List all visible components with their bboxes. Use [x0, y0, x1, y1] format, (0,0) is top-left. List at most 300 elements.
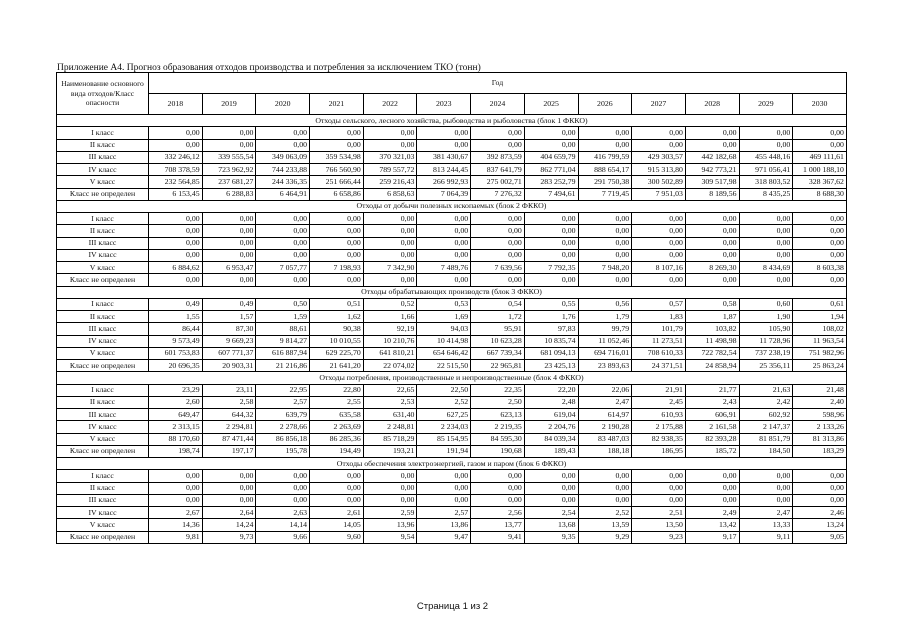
value-cell: 1,59: [256, 311, 310, 323]
value-cell: 0,00: [202, 482, 256, 494]
hazard-class-label: II класс: [57, 311, 149, 323]
value-cell: 635,58: [310, 409, 364, 421]
value-cell: 0,00: [685, 237, 739, 249]
section-header-row: [57, 372, 847, 384]
value-cell: 9,73: [202, 531, 256, 543]
value-cell: 10 414,98: [417, 335, 471, 347]
value-cell: 9,60: [310, 531, 364, 543]
value-cell: 9,54: [363, 531, 417, 543]
value-cell: 0,00: [685, 213, 739, 225]
table-row: [57, 335, 847, 347]
value-cell: 619,04: [524, 409, 578, 421]
value-cell: 2,60: [149, 396, 203, 408]
value-cell: 2,46: [793, 507, 847, 519]
value-cell: 708 610,33: [632, 347, 686, 359]
value-cell: 7 057,77: [256, 262, 310, 274]
value-cell: 283 252,79: [524, 176, 578, 188]
value-cell: 0,00: [793, 482, 847, 494]
hazard-class-label: V класс: [57, 519, 149, 531]
value-cell: 2 133,26: [793, 421, 847, 433]
value-cell: 2,54: [524, 507, 578, 519]
hazard-class-label: IV класс: [57, 164, 149, 176]
value-cell: 1,55: [149, 311, 203, 323]
value-cell: 0,00: [363, 494, 417, 506]
value-cell: 0,00: [202, 213, 256, 225]
value-cell: 22,80: [310, 384, 364, 396]
value-cell: 2,45: [632, 396, 686, 408]
value-cell: 2,42: [739, 396, 793, 408]
table-row: [57, 127, 847, 139]
table-row: [57, 433, 847, 445]
value-cell: 0,00: [793, 494, 847, 506]
value-cell: 708 378,59: [149, 164, 203, 176]
value-cell: 2,52: [417, 396, 471, 408]
hazard-class-label: I класс: [57, 470, 149, 482]
value-cell: 1,69: [417, 311, 471, 323]
value-cell: 0,00: [685, 139, 739, 151]
value-cell: 11 052,46: [578, 335, 632, 347]
value-cell: 404 659,79: [524, 151, 578, 163]
table-body: [57, 115, 847, 544]
value-cell: 0,00: [417, 225, 471, 237]
document-title: Приложение А4. Прогноз образования отходов производства и потребления за исключением ТКО (тонн): [57, 63, 481, 73]
value-cell: 84 039,34: [524, 433, 578, 445]
value-cell: 8 434,69: [739, 262, 793, 274]
value-cell: 21 216,86: [256, 360, 310, 372]
value-cell: 0,00: [524, 237, 578, 249]
year-header: 2029: [739, 94, 793, 115]
value-cell: 9 814,27: [256, 335, 310, 347]
value-cell: 649,47: [149, 409, 203, 421]
value-cell: 7 276,32: [471, 188, 525, 200]
value-cell: 0,00: [632, 237, 686, 249]
value-cell: 0,00: [739, 482, 793, 494]
value-cell: 0,00: [310, 127, 364, 139]
value-cell: 0,00: [578, 494, 632, 506]
hazard-class-label: Класс не определен: [57, 360, 149, 372]
hazard-class-label: I класс: [57, 127, 149, 139]
value-cell: 0,00: [578, 237, 632, 249]
value-cell: 2,53: [363, 396, 417, 408]
value-cell: 737 238,19: [739, 347, 793, 359]
value-cell: 10 835,74: [524, 335, 578, 347]
value-cell: 606,91: [685, 409, 739, 421]
value-cell: 103,82: [685, 323, 739, 335]
value-cell: 20 903,31: [202, 360, 256, 372]
value-cell: 0,00: [417, 237, 471, 249]
value-cell: 9,66: [256, 531, 310, 543]
value-cell: 24 371,51: [632, 360, 686, 372]
value-cell: 21 641,20: [310, 360, 364, 372]
value-cell: 0,00: [685, 249, 739, 261]
value-cell: 86 856,18: [256, 433, 310, 445]
value-cell: 275 002,71: [471, 176, 525, 188]
value-cell: 2,56: [471, 507, 525, 519]
section-header-row: [57, 458, 847, 470]
value-cell: 0,00: [417, 470, 471, 482]
value-cell: 0,00: [256, 482, 310, 494]
value-cell: 0,00: [149, 139, 203, 151]
value-cell: 0,00: [471, 127, 525, 139]
value-cell: 442 182,68: [685, 151, 739, 163]
value-cell: 0,00: [256, 470, 310, 482]
value-cell: 6 884,62: [149, 262, 203, 274]
value-cell: 2,47: [578, 396, 632, 408]
value-cell: 13,33: [739, 519, 793, 531]
table-row: [57, 151, 847, 163]
value-cell: 8 107,16: [632, 262, 686, 274]
hazard-class-label: V класс: [57, 433, 149, 445]
value-cell: 429 303,57: [632, 151, 686, 163]
value-cell: 7 719,45: [578, 188, 632, 200]
hazard-class-label: Класс не определен: [57, 531, 149, 543]
value-cell: 23,11: [202, 384, 256, 396]
hazard-class-label: IV класс: [57, 421, 149, 433]
value-cell: 349 063,09: [256, 151, 310, 163]
value-cell: 0,00: [202, 237, 256, 249]
value-cell: 0,00: [632, 482, 686, 494]
section-title: Отходы сельского, лесного хозяйства, рыбоводства и рыболовства (блок 1 ФККО): [57, 115, 847, 127]
value-cell: 0,00: [256, 139, 310, 151]
value-cell: 25 863,24: [793, 360, 847, 372]
value-cell: 0,00: [632, 249, 686, 261]
value-cell: 2 313,15: [149, 421, 203, 433]
section-header-row: [57, 286, 847, 298]
table-row: [57, 482, 847, 494]
value-cell: 644,32: [202, 409, 256, 421]
value-cell: 0,00: [310, 237, 364, 249]
value-cell: 0,00: [524, 225, 578, 237]
value-cell: 971 056,41: [739, 164, 793, 176]
value-cell: 0,00: [739, 494, 793, 506]
year-header: 2026: [578, 94, 632, 115]
value-cell: 1,76: [524, 311, 578, 323]
year-header: 2028: [685, 94, 739, 115]
value-cell: 86 285,36: [310, 433, 364, 445]
value-cell: 251 666,44: [310, 176, 364, 188]
table-row: [57, 347, 847, 359]
value-cell: 0,00: [363, 139, 417, 151]
value-cell: 84 595,30: [471, 433, 525, 445]
value-cell: 0,00: [417, 249, 471, 261]
value-cell: 744 233,88: [256, 164, 310, 176]
value-cell: 7 064,39: [417, 188, 471, 200]
value-cell: 614,97: [578, 409, 632, 421]
value-cell: 0,00: [471, 249, 525, 261]
value-cell: 9,29: [578, 531, 632, 543]
value-cell: 9,23: [632, 531, 686, 543]
value-cell: 6 658,86: [310, 188, 364, 200]
value-cell: 631,40: [363, 409, 417, 421]
value-cell: 789 557,72: [363, 164, 417, 176]
value-cell: 0,51: [310, 298, 364, 310]
value-cell: 22,95: [256, 384, 310, 396]
value-cell: 0,00: [793, 249, 847, 261]
hazard-class-label: II класс: [57, 139, 149, 151]
value-cell: 6 953,47: [202, 262, 256, 274]
value-cell: 0,00: [363, 274, 417, 286]
value-cell: 9 669,23: [202, 335, 256, 347]
value-cell: 601 753,83: [149, 347, 203, 359]
value-cell: 14,36: [149, 519, 203, 531]
value-cell: 0,00: [632, 225, 686, 237]
value-cell: 862 771,04: [524, 164, 578, 176]
value-cell: 244 336,35: [256, 176, 310, 188]
value-cell: 0,00: [685, 470, 739, 482]
value-cell: 598,96: [793, 409, 847, 421]
value-cell: 2 161,58: [685, 421, 739, 433]
value-cell: 14,24: [202, 519, 256, 531]
value-cell: 0,00: [363, 213, 417, 225]
value-cell: 0,00: [471, 225, 525, 237]
table-row: [57, 519, 847, 531]
value-cell: 0,00: [310, 482, 364, 494]
value-cell: 11 498,98: [685, 335, 739, 347]
value-cell: 0,58: [685, 298, 739, 310]
hazard-class-label: Класс не определен: [57, 188, 149, 200]
value-cell: 0,00: [739, 139, 793, 151]
value-cell: 22 515,50: [417, 360, 471, 372]
header-year-group: Год: [149, 73, 847, 94]
value-cell: 0,00: [524, 482, 578, 494]
value-cell: 0,00: [739, 274, 793, 286]
value-cell: 9,41: [471, 531, 525, 543]
value-cell: 195,78: [256, 445, 310, 457]
value-cell: 9,05: [793, 531, 847, 543]
hazard-class-label: V класс: [57, 176, 149, 188]
value-cell: 1,66: [363, 311, 417, 323]
value-cell: 184,50: [739, 445, 793, 457]
hazard-class-label: III класс: [57, 151, 149, 163]
value-cell: 0,00: [363, 127, 417, 139]
value-cell: 9 573,49: [149, 335, 203, 347]
value-cell: 13,42: [685, 519, 739, 531]
value-cell: 0,00: [685, 225, 739, 237]
value-cell: 2 248,81: [363, 421, 417, 433]
forecast-table: [56, 72, 847, 544]
value-cell: 0,00: [632, 494, 686, 506]
value-cell: 0,00: [310, 274, 364, 286]
value-cell: 888 654,17: [578, 164, 632, 176]
value-cell: 0,00: [310, 213, 364, 225]
year-header: 2024: [471, 94, 525, 115]
section-title: Отходы от добычи полезных ископаемых (блок 2 ФККО): [57, 200, 847, 212]
hazard-class-label: IV класс: [57, 507, 149, 519]
value-cell: 0,00: [471, 139, 525, 151]
value-cell: 0,00: [202, 225, 256, 237]
header-waste-type: Наименование основного вида отходов/Класс опасности: [57, 73, 149, 115]
value-cell: 10 210,76: [363, 335, 417, 347]
table-row: [57, 213, 847, 225]
value-cell: 0,00: [524, 249, 578, 261]
value-cell: 2,51: [632, 507, 686, 519]
value-cell: 6 858,63: [363, 188, 417, 200]
value-cell: 2,52: [578, 507, 632, 519]
value-cell: 13,24: [793, 519, 847, 531]
value-cell: 0,00: [739, 225, 793, 237]
value-cell: 11 728,96: [739, 335, 793, 347]
value-cell: 23 893,63: [578, 360, 632, 372]
value-cell: 105,90: [739, 323, 793, 335]
value-cell: 654 646,42: [417, 347, 471, 359]
value-cell: 23 425,13: [524, 360, 578, 372]
value-cell: 92,19: [363, 323, 417, 335]
value-cell: 88 170,60: [149, 433, 203, 445]
value-cell: 629 225,70: [310, 347, 364, 359]
value-cell: 2 219,35: [471, 421, 525, 433]
value-cell: 22,20: [524, 384, 578, 396]
value-cell: 0,00: [578, 127, 632, 139]
value-cell: 2,50: [471, 396, 525, 408]
section-header-row: [57, 200, 847, 212]
value-cell: 0,00: [363, 482, 417, 494]
value-cell: 0,00: [149, 494, 203, 506]
value-cell: 0,00: [363, 225, 417, 237]
value-cell: 0,00: [739, 127, 793, 139]
value-cell: 0,00: [310, 494, 364, 506]
hazard-class-label: II класс: [57, 225, 149, 237]
value-cell: 10 623,28: [471, 335, 525, 347]
value-cell: 0,00: [578, 249, 632, 261]
value-cell: 86,44: [149, 323, 203, 335]
value-cell: 0,00: [471, 494, 525, 506]
value-cell: 7 342,90: [363, 262, 417, 274]
value-cell: 0,61: [793, 298, 847, 310]
value-cell: 22,06: [578, 384, 632, 396]
value-cell: 2,48: [524, 396, 578, 408]
value-cell: 11 963,54: [793, 335, 847, 347]
value-cell: 639,79: [256, 409, 310, 421]
value-cell: 23,29: [149, 384, 203, 396]
table-row: [57, 298, 847, 310]
value-cell: 0,00: [739, 249, 793, 261]
table-row: [57, 274, 847, 286]
table-row: [57, 176, 847, 188]
value-cell: 2 204,76: [524, 421, 578, 433]
value-cell: 8 688,30: [793, 188, 847, 200]
value-cell: 188,18: [578, 445, 632, 457]
year-header: 2027: [632, 94, 686, 115]
hazard-class-label: III класс: [57, 409, 149, 421]
value-cell: 87 471,44: [202, 433, 256, 445]
value-cell: 0,00: [310, 139, 364, 151]
value-cell: 641 810,21: [363, 347, 417, 359]
value-cell: 0,00: [471, 470, 525, 482]
value-cell: 8 603,38: [793, 262, 847, 274]
value-cell: 0,00: [524, 213, 578, 225]
value-cell: 607 771,37: [202, 347, 256, 359]
value-cell: 0,00: [685, 274, 739, 286]
value-cell: 0,00: [363, 470, 417, 482]
value-cell: 627,25: [417, 409, 471, 421]
value-cell: 610,93: [632, 409, 686, 421]
value-cell: 82 393,28: [685, 433, 739, 445]
value-cell: 602,92: [739, 409, 793, 421]
value-cell: 259 216,43: [363, 176, 417, 188]
value-cell: 0,00: [149, 274, 203, 286]
value-cell: 0,55: [524, 298, 578, 310]
value-cell: 0,00: [578, 139, 632, 151]
value-cell: 2 234,03: [417, 421, 471, 433]
value-cell: 2,47: [739, 507, 793, 519]
hazard-class-label: IV класс: [57, 335, 149, 347]
value-cell: 0,00: [793, 470, 847, 482]
value-cell: 0,54: [471, 298, 525, 310]
value-cell: 766 560,90: [310, 164, 364, 176]
value-cell: 7 494,61: [524, 188, 578, 200]
table-row: [57, 409, 847, 421]
value-cell: 22,65: [363, 384, 417, 396]
value-cell: 7 792,35: [524, 262, 578, 274]
hazard-class-label: V класс: [57, 347, 149, 359]
value-cell: 0,00: [632, 470, 686, 482]
year-header: 2020: [256, 94, 310, 115]
year-header: 2023: [417, 94, 471, 115]
value-cell: 370 321,03: [363, 151, 417, 163]
value-cell: 81 313,86: [793, 433, 847, 445]
value-cell: 667 739,34: [471, 347, 525, 359]
value-cell: 25 356,11: [739, 360, 793, 372]
value-cell: 2 190,28: [578, 421, 632, 433]
value-cell: 318 803,52: [739, 176, 793, 188]
hazard-class-label: I класс: [57, 384, 149, 396]
value-cell: 0,00: [524, 494, 578, 506]
table-row: [57, 311, 847, 323]
value-cell: 13,50: [632, 519, 686, 531]
value-cell: 85 154,95: [417, 433, 471, 445]
value-cell: 0,00: [310, 470, 364, 482]
value-cell: 0,00: [149, 470, 203, 482]
page-footer: Страница 1 из 2: [416, 601, 489, 612]
value-cell: 0,00: [149, 225, 203, 237]
hazard-class-label: I класс: [57, 213, 149, 225]
table-row: [57, 164, 847, 176]
value-cell: 266 992,93: [417, 176, 471, 188]
hazard-class-label: II класс: [57, 396, 149, 408]
value-cell: 0,49: [149, 298, 203, 310]
year-header: 2018: [149, 94, 203, 115]
value-cell: 21,91: [632, 384, 686, 396]
value-cell: 13,68: [524, 519, 578, 531]
value-cell: 0,52: [363, 298, 417, 310]
value-cell: 183,29: [793, 445, 847, 457]
value-cell: 0,00: [578, 225, 632, 237]
value-cell: 616 887,94: [256, 347, 310, 359]
value-cell: 7 948,20: [578, 262, 632, 274]
table-row: [57, 384, 847, 396]
value-cell: 0,00: [417, 494, 471, 506]
value-cell: 0,00: [417, 482, 471, 494]
table-row: [57, 531, 847, 543]
value-cell: 7 951,03: [632, 188, 686, 200]
value-cell: 813 244,45: [417, 164, 471, 176]
value-cell: 0,00: [524, 139, 578, 151]
value-cell: 97,83: [524, 323, 578, 335]
value-cell: 0,00: [202, 274, 256, 286]
year-header: 2025: [524, 94, 578, 115]
value-cell: 14,05: [310, 519, 364, 531]
section-title: Отходы обрабатывающих производств (блок 3 ФККО): [57, 286, 847, 298]
value-cell: 11 273,51: [632, 335, 686, 347]
value-cell: 1,72: [471, 311, 525, 323]
value-cell: 722 782,54: [685, 347, 739, 359]
value-cell: 14,14: [256, 519, 310, 531]
value-cell: 101,79: [632, 323, 686, 335]
hazard-class-label: III класс: [57, 323, 149, 335]
value-cell: 392 873,59: [471, 151, 525, 163]
table-row: [57, 262, 847, 274]
value-cell: 2 263,69: [310, 421, 364, 433]
